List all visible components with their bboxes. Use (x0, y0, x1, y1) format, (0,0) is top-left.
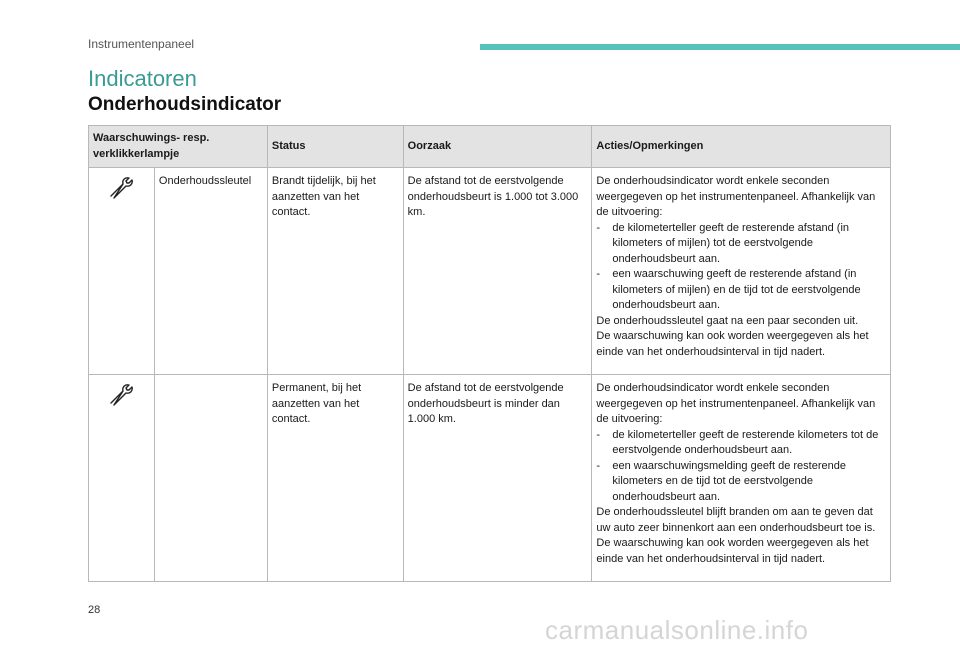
watermark: carmanualsonline.info (545, 615, 809, 645)
page-title: Indicatoren (88, 66, 197, 91)
actions-list (596, 428, 886, 506)
actions-intro: De onderhoudsindicator wordt enkele seconden weergegeven op het instrumentenpaneel. Afhankelijk van de uitvoering: (596, 175, 876, 218)
icon-cell (89, 375, 155, 582)
lamp-name (154, 375, 267, 582)
page-number: 28 (88, 604, 101, 616)
list-item: - een waarschuwing geeft de resterende afstand (in kilometers of mijlen) en de tijd tot de eerstvolgende onderhoudsbeurt aan. (596, 267, 886, 314)
actions-outro: De waarschuwing kan ook worden weergegeven als het einde van het onderhoudsinterval in tijd nadert. (596, 330, 869, 358)
wrench-icon (108, 381, 134, 407)
actions-outro: De onderhoudssleutel blijft branden om aan te geven dat uw auto zeer binnenkort aan een onderhoudsbeurt toe is. (596, 506, 876, 534)
wrench-icon (108, 174, 134, 200)
table-row (89, 168, 891, 375)
indicator-table (88, 125, 891, 582)
status-cell: Brandt tijdelijk, bij het aanzetten van het contact. (267, 168, 403, 375)
status-cell: Permanent, bij het aanzetten van het contact. (267, 375, 403, 582)
table-row (89, 375, 891, 582)
cause-cell: De afstand tot de eerstvolgende onderhoudsbeurt is minder dan 1.000 km. (403, 375, 592, 582)
actions-outro: De waarschuwing kan ook worden weergegeven als het einde van het onderhoudsinterval in tijd nadert. (596, 537, 869, 565)
actions-intro: De onderhoudsindicator wordt enkele seconden weergegeven op het instrumentenpaneel. Afhankelijk van de uitvoering: (596, 382, 876, 425)
icon-cell (89, 168, 155, 375)
header-accent-bar (480, 44, 960, 50)
cause-cell: De afstand tot de eerstvolgende onderhoudsbeurt is 1.000 tot 3.000 km. (403, 168, 592, 375)
section-subtitle: Onderhoudsindicator (88, 94, 282, 115)
header-status: Status (267, 126, 403, 168)
list-item: - de kilometerteller geeft de resterende afstand (in kilometers of mijlen) tot de eerstvolgende onderhoudsbeurt aan. (596, 221, 886, 268)
header-lamp: Waarschuwings- resp. verklikkerlampje (89, 126, 268, 168)
lamp-name: Onderhoudssleutel (154, 168, 267, 375)
actions-cell (592, 168, 891, 375)
actions-list (596, 221, 886, 314)
header-cause: Oorzaak (403, 126, 592, 168)
table-header-row (89, 126, 891, 168)
actions-outro: De onderhoudssleutel gaat na een paar seconden uit. (596, 314, 859, 327)
list-item: - de kilometerteller geeft de resterende kilometers tot de eerstvolgende onderhoudsbeurt aan. (596, 428, 886, 459)
actions-cell (592, 375, 891, 582)
section-label: Instrumentenpaneel (88, 37, 195, 51)
list-item: - een waarschuwingsmelding geeft de resterende kilometers en de tijd tot de eerstvolgende onderhoudsbeurt aan. (596, 459, 886, 506)
header-actions: Acties/Opmerkingen (592, 126, 891, 168)
